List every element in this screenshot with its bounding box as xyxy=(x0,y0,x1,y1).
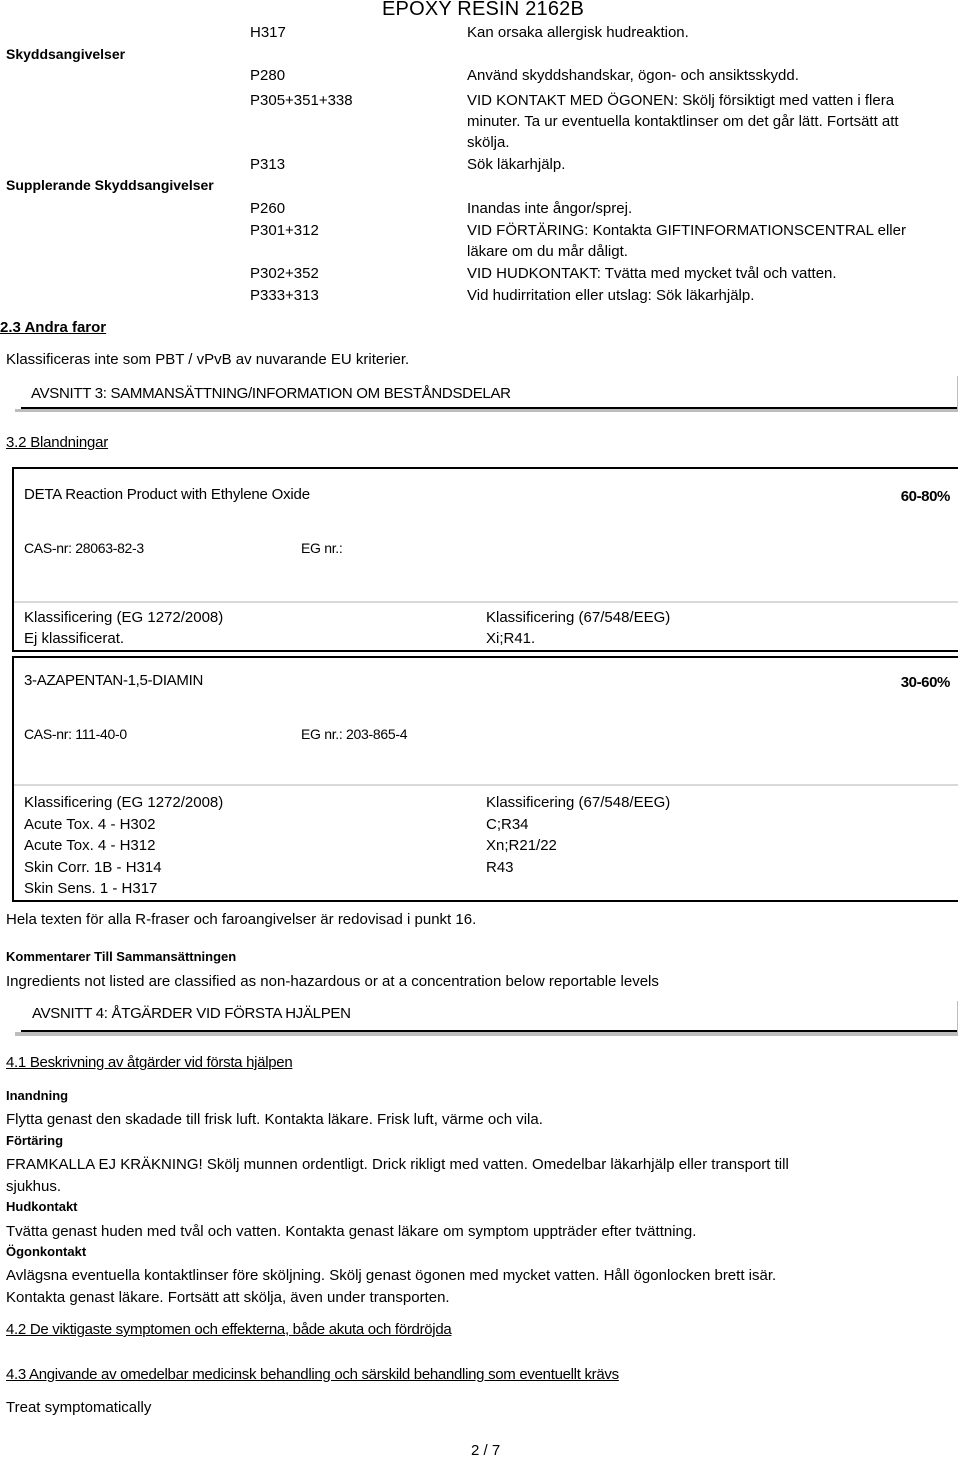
pbt-statement: Klassificeras inte som PBT / vPvB av nuvarande EU kriterier. xyxy=(6,351,410,368)
medical-treatment-heading: 4.3 Angivande av omedelbar medicinsk behandling och särskild behandling som eventuellt krävs xyxy=(6,1366,619,1383)
clp-classification: Acute Tox. 4 - H302 xyxy=(24,816,156,833)
supplementary-statements-label: Supplerande Skyddsangivelser xyxy=(6,177,214,193)
skin-contact-heading: Hudkontakt xyxy=(6,1199,78,1214)
component-name: DETA Reaction Product with Ethylene Oxide xyxy=(24,486,310,503)
section3-header xyxy=(7,370,957,409)
precaution-text: Vid hudirritation eller utslag: Sök läkarhjälp. xyxy=(467,287,755,304)
component-percent: 30-60% xyxy=(900,674,950,691)
section3-title: AVSNITT 3: SAMMANSÄTTNING/INFORMATION OM BESTÅNDSDELAR xyxy=(31,385,511,402)
dsd-classification: R43 xyxy=(486,859,514,876)
hazard-code: H317 xyxy=(250,24,286,41)
eg-number: EG nr.: xyxy=(301,540,343,556)
full-text-note: Hela texten för alla R-fraser och faroangivelser är redovisad i punkt 16. xyxy=(6,911,477,928)
symptoms-heading: 4.2 De viktigaste symptomen och effekterna, både akuta och fördröjda xyxy=(6,1321,452,1338)
dsd-classification: Xn;R21/22 xyxy=(486,837,557,854)
page-number: 2 / 7 xyxy=(471,1442,501,1459)
precaution-code: P305+351+338 xyxy=(250,92,353,109)
classification-separator xyxy=(14,784,958,786)
other-hazards-heading: 2.3 Andra faror xyxy=(0,319,107,336)
precaution-code: P260 xyxy=(250,200,286,217)
section4-title: AVSNITT 4: ÅTGÄRDER VID FÖRSTA HJÄLPEN xyxy=(32,1005,351,1022)
classification-separator xyxy=(14,601,958,603)
precaution-code: P302+352 xyxy=(250,265,319,282)
precaution-code: P301+312 xyxy=(250,222,319,239)
hazard-text: Kan orsaka allergisk hudreaktion. xyxy=(467,24,689,41)
component-card xyxy=(12,467,958,652)
precaution-code: P333+313 xyxy=(250,287,319,304)
ingestion-text: sjukhus. xyxy=(6,1178,62,1195)
component-card xyxy=(12,656,958,902)
clp-classification: Skin Sens. 1 - H317 xyxy=(24,880,158,897)
composition-comments-heading: Kommentarer Till Sammansättningen xyxy=(6,949,237,964)
precaution-text: VID HUDKONTAKT: Tvätta med mycket tvål och vatten. xyxy=(467,265,837,282)
first-aid-description-heading: 4.1 Beskrivning av åtgärder vid första hjälpen xyxy=(6,1054,293,1071)
eg-number: EG nr.: 203-865-4 xyxy=(301,726,408,742)
precaution-code: P313 xyxy=(250,156,286,173)
precaution-text: skölja. xyxy=(467,134,510,151)
eye-contact-text: Kontakta genast läkare. Fortsätt att skölja, även under transporten. xyxy=(6,1289,450,1306)
component-percent: 60-80% xyxy=(900,488,950,505)
ingestion-text: FRAMKALLA EJ KRÄKNING! Skölj munnen ordentligt. Drick rikligt med vatten. Omedelbar läkarhjälp eller transport till xyxy=(6,1156,789,1173)
skin-contact-text: Tvätta genast huden med tvål och vatten. Kontakta genast läkare om symptom uppträder efter tvättning. xyxy=(6,1223,697,1240)
dsd-classification: C;R34 xyxy=(486,816,529,833)
treatment-text: Treat symptomatically xyxy=(6,1399,152,1416)
clp-classification-header: Klassificering (EG 1272/2008) xyxy=(24,794,224,811)
dsd-classification-header: Klassificering (67/548/EEG) xyxy=(486,609,671,626)
component-name: 3-AZAPENTAN-1,5-DIAMIN xyxy=(24,672,203,689)
precaution-text: VID FÖRTÄRING: Kontakta GIFTINFORMATIONSCENTRAL eller xyxy=(467,222,906,239)
clp-classification-header: Klassificering (EG 1272/2008) xyxy=(24,609,224,626)
precaution-text: Sök läkarhjälp. xyxy=(467,156,566,173)
eye-contact-text: Avlägsna eventuella kontaktlinser före sköljning. Skölj genast ögonen med mycket vatten. Håll ögonlocken brett isär. xyxy=(6,1267,777,1284)
precaution-text: minuter. Ta ur eventuella kontaktlinser om det går lätt. Fortsätt att xyxy=(467,113,899,130)
clp-classification: Acute Tox. 4 - H312 xyxy=(24,837,156,854)
precautionary-statements-label: Skyddsangivelser xyxy=(6,46,126,62)
ingestion-heading: Förtäring xyxy=(6,1133,64,1148)
clp-classification: Ej klassificerat. xyxy=(24,630,125,647)
mixtures-heading: 3.2 Blandningar xyxy=(6,434,109,451)
dsd-classification: Xi;R41. xyxy=(486,630,536,647)
precaution-text: Använd skyddshandskar, ögon- och ansiktsskydd. xyxy=(467,67,799,84)
inhalation-heading: Inandning xyxy=(6,1088,69,1103)
cas-number: CAS-nr: 28063-82-3 xyxy=(24,540,144,556)
precaution-code: P280 xyxy=(250,67,286,84)
dsd-classification-header: Klassificering (67/548/EEG) xyxy=(486,794,671,811)
precaution-text: Inandas inte ångor/sprej. xyxy=(467,200,633,217)
document-title: EPOXY RESIN 2162B xyxy=(382,0,585,20)
inhalation-text: Flytta genast den skadade till frisk luft. Kontakta läkare. Frisk luft, värme och vila. xyxy=(6,1111,543,1128)
precaution-text: läkare om du mår dåligt. xyxy=(467,243,628,260)
composition-comments: Ingredients not listed are classified as non-hazardous or at a concentration below reportable levels xyxy=(6,973,659,990)
cas-number: CAS-nr: 111-40-0 xyxy=(24,726,127,742)
section4-header xyxy=(7,996,957,1032)
precaution-text: VID KONTAKT MED ÖGONEN: Skölj försiktigt med vatten i flera xyxy=(467,92,895,109)
eye-contact-heading: Ögonkontakt xyxy=(6,1244,87,1259)
clp-classification: Skin Corr. 1B - H314 xyxy=(24,859,162,876)
